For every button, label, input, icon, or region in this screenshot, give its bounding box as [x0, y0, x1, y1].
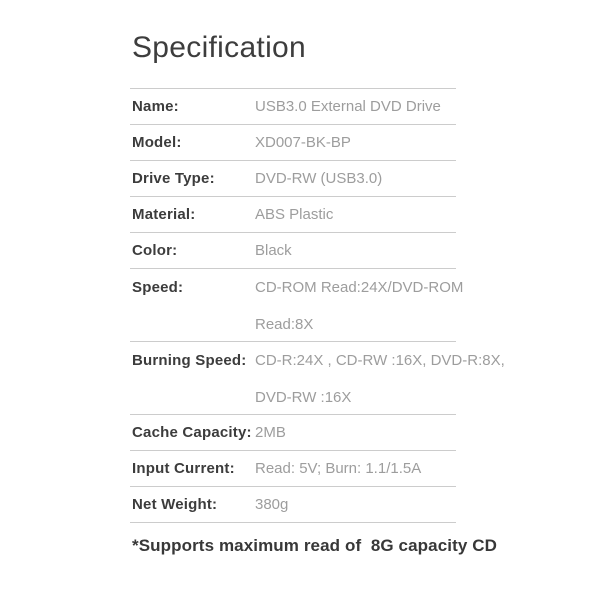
spec-row [130, 269, 464, 342]
spec-label: Drive Type: [132, 170, 215, 187]
spec-value-line: USB3.0 External DVD Drive [255, 98, 441, 115]
spec-value-line: DVD-RW :16X [255, 389, 352, 406]
spec-value-line: ABS Plastic [255, 206, 334, 223]
spec-value-line: DVD-RW (USB3.0) [255, 170, 383, 187]
spec-row [130, 125, 456, 161]
spec-value [255, 460, 456, 477]
spec-row [130, 487, 456, 523]
spec-value [255, 342, 505, 416]
spec-label: Name: [132, 98, 179, 115]
spec-value [255, 269, 463, 343]
spec-value-line: Read: 5V; Burn: 1.1/1.5A [255, 460, 422, 477]
spec-value [255, 242, 456, 259]
spec-table [130, 88, 505, 523]
spec-value-line: CD-ROM Read:24X/DVD-ROM [255, 279, 464, 296]
footnote: *Supports maximum read of 8G capacity CD [132, 536, 497, 555]
spec-value [255, 170, 456, 187]
spec-value-line: CD-R:24X , CD-RW :16X, DVD-R:8X, [255, 352, 505, 369]
spec-value [255, 98, 456, 115]
spec-row [130, 89, 456, 125]
spec-label: Speed: [132, 279, 184, 296]
spec-value [255, 134, 456, 151]
spec-row [130, 233, 456, 269]
spec-label: Cache Capacity: [132, 424, 252, 441]
spec-row [130, 415, 456, 451]
spec-label: Input Current: [132, 460, 235, 477]
spec-row [130, 342, 505, 415]
spec-value-line: 380g [255, 496, 289, 513]
spec-value-line: Read:8X [255, 316, 314, 333]
spec-row [130, 197, 456, 233]
spec-value [255, 424, 456, 441]
spec-label: Burning Speed: [132, 352, 247, 369]
spec-label: Model: [132, 134, 182, 151]
spec-label: Material: [132, 206, 196, 223]
spec-row [130, 451, 456, 487]
spec-value [255, 206, 456, 223]
spec-label: Color: [132, 242, 178, 259]
spec-row [130, 161, 456, 197]
spec-label: Net Weight: [132, 496, 218, 513]
spec-value-line: 2MB [255, 424, 286, 441]
spec-value-line: XD007-BK-BP [255, 134, 351, 151]
spec-value-line: Black [255, 242, 292, 259]
spec-value [255, 496, 456, 513]
page-title: Specification [132, 31, 306, 64]
